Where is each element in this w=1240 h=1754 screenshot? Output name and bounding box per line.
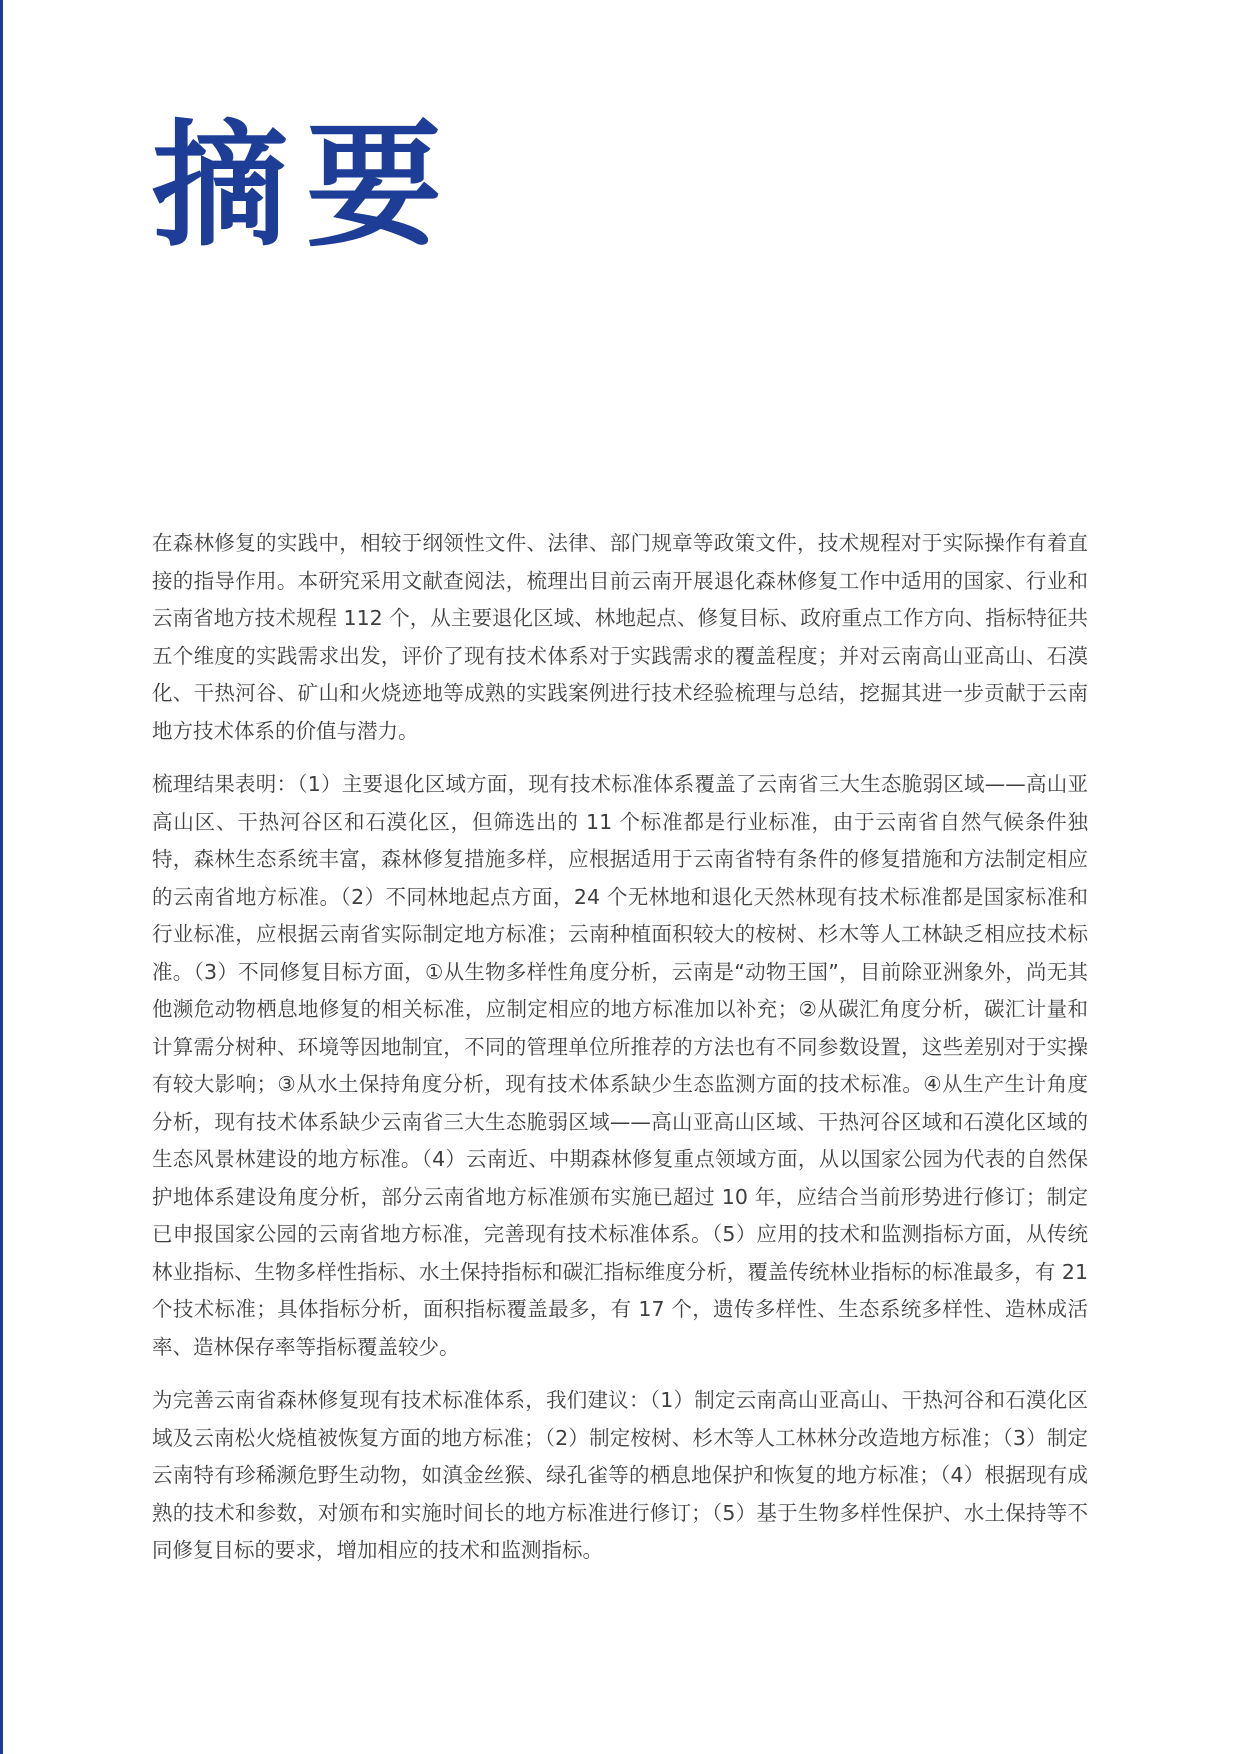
left-accent-rule <box>0 0 3 1754</box>
abstract-paragraph-recommendations: 为完善云南省森林修复现有技术标准体系，我们建议：（1）制定云南高山亚高山、干热河谷和石漠化区域及云南松火烧植被恢复方面的地方标准；（2）制定桉树、杉木等人工林林分改造地方标准；（3）制定云南特有珍稀濒危野生动物，如滇金丝猴、绿孔雀等的栖息地保护和恢复的地方标准；（4）根据现有成熟的技术和参数，对颁布和实施时间长的地方标准进行修订；（5）基于生物多样性保护、水土保持等不同修复目标的要求，增加相应的技术和监测指标。 <box>152 1388 1088 1562</box>
abstract-paragraph-findings: 梳理结果表明：（1）主要退化区域方面，现有技术标准体系覆盖了云南省三大生态脆弱区域——高山亚高山区、干热河谷区和石漠化区，但筛选出的 11 个标准都是行业标准，由于云南省自然气候条件独特，森林生态系统丰富，森林修复措施多样，应根据适用于云南省特有条件的修复措施和方法制定相应的云南省地方标准。（2）不同林地起点方面，24 个无林地和退化天然林现有技术标准都是国家标准和行业标准，应根据云南省实际制定地方标准；云南种植面积较大的桉树、杉木等人工林缺乏相应技术标准。（3）不同修复目标方面，①从生物多样性角度分析，云南是“动物王国”，目前除亚洲象外，尚无其他濒危动物栖息地修复的相关标准，应制定相应的地方标准加以补充；②从碳汇角度分析，碳汇计量和计算需分树种、环境等因地制宜，不同的管理单位所推荐的方法也有不同参数设置，这些差别对于实操有较大影响；③从水土保持角度分析，现有技术体系缺少生态监测方面的技术标准。④从生产生计角度分析，现有技术体系缺少云南省三大生态脆弱区域——高山亚高山区域、干热河谷区域和石漠化区域的生态风景林建设的地方标准。（4）云南近、中期森林修复重点领域方面，从以国家公园为代表的自然保护地体系建设角度分析，部分云南省地方标准颁布实施已超过 10 年，应结合当前形势进行修订；制定已申报国家公园的云南省地方标准，完善现有技术标准体系。（5）应用的技术和监测指标方面，从传统林业指标、生物多样性指标、水土保持指标和碳汇指标维度分析，覆盖传统林业指标的标准最多，有 21 个技术标准；具体指标分析，面积指标覆盖最多，有 17 个，遗传多样性、生态系统多样性、造林成活率、造林保存率等指标覆盖较少。 <box>152 772 1088 1359</box>
page-title: 摘要 <box>152 108 460 266</box>
abstract-paragraph-intro: 在森林修复的实践中，相较于纲领性文件、法律、部门规章等政策文件，技术规程对于实际操作有着直接的指导作用。本研究采用文献查阅法，梳理出目前云南开展退化森林修复工作中适用的国家、行业和云南省地方技术规程 112 个，从主要退化区域、林地起点、修复目标、政府重点工作方向、指标特征共五个维度的实践需求出发，评价了现有技术体系对于实践需求的覆盖程度；并对云南高山亚高山、石漠化、干热河谷、矿山和火烧迹地等成熟的实践案例进行技术经验梳理与总结，挖掘其进一步贡献于云南地方技术体系的价值与潜力。 <box>152 531 1088 743</box>
abstract-body <box>152 525 1088 1586</box>
